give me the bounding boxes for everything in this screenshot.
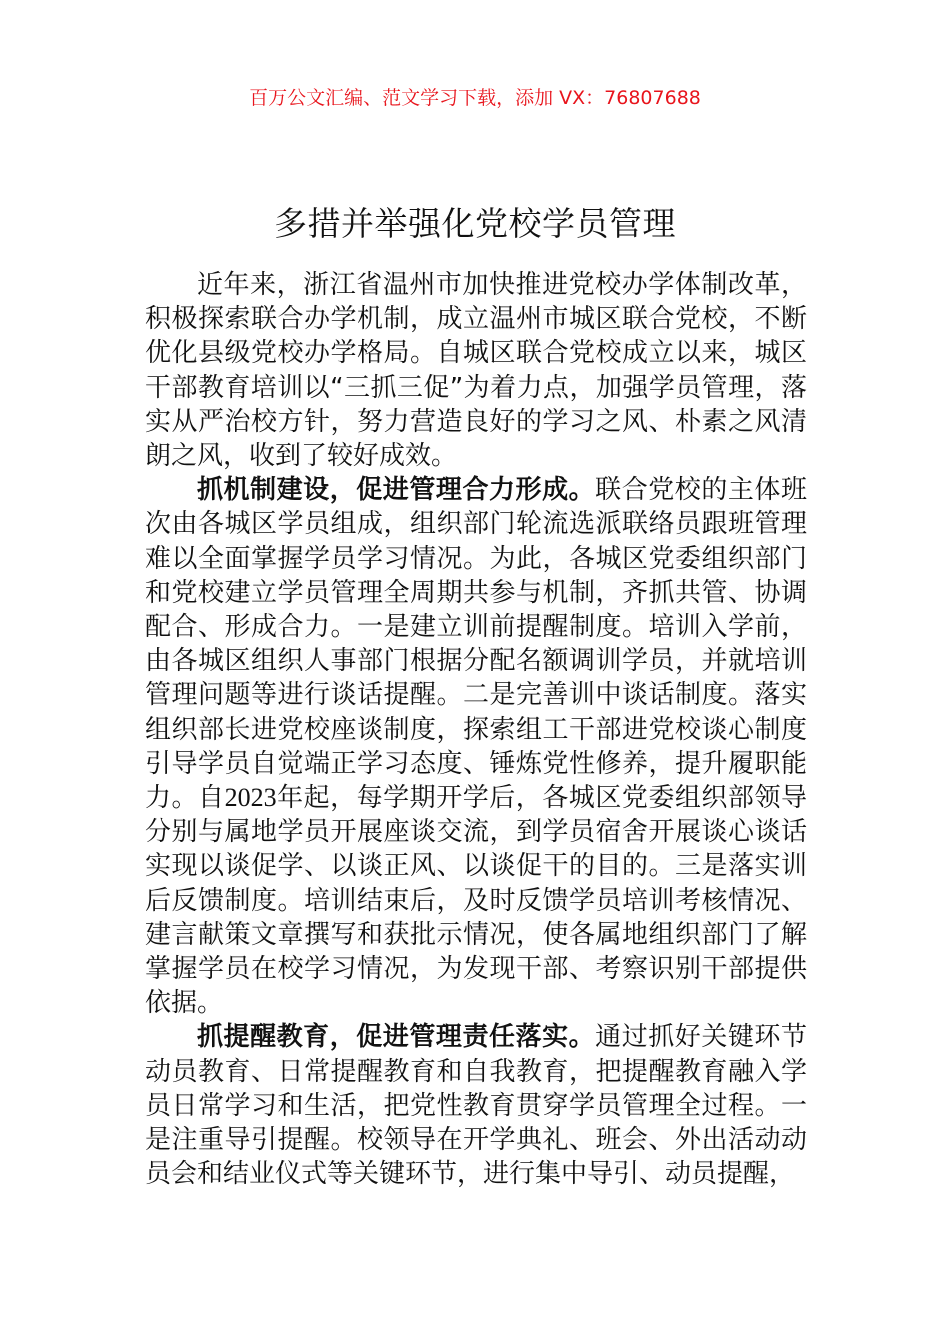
paragraph-intro <box>145 268 807 473</box>
paragraph-lead-heading: 抓机制建设，促进管理合力形成。 <box>197 475 596 506</box>
paragraph-text: 通过抓好关键环节动员教育、日常提醒教育和自我教育，把提醒教育融入学员日常学习和生活，把党性教育贯穿学员管理全过程。一是注重导引提醒。校领导在开学典礼、班会、外出活动动员会和结业仪式等关键环节，进行集中导引、动员提醒， <box>145 1022 807 1190</box>
paragraph-reminder-education <box>145 1020 807 1191</box>
paragraph-mechanism <box>145 473 807 1020</box>
paragraph-text: 联合党校的主体班次由各城区学员组成，组织部门轮流选派联络员跟班管理难以全面掌握学员学习情况。为此，各城区党委组织部门和党校建立学员管理全周期共参与机制，齐抓共管、协调配合、形成合力。一是建立训前提醒制度。培训入学前，由各城区组织人事部门根据分配名额调训学员，并就培训管理问题等进行谈话提醒。二是完善训中谈话制度。落实组织部长进党校座谈制度，探索组工干部进党校谈心制度引导学员自觉端正学习态度、锤炼党性修养，提升履职能力。自 <box>145 475 807 814</box>
paragraph-lead-heading: 抓提醒教育，促进管理责任落实。 <box>197 1022 596 1053</box>
document-body <box>145 268 807 1191</box>
paragraph-text: 近年来，浙江省温州市加快推进党校办学体制改革，积极探索联合办学机制，成立温州市城区联合党校，不断优化县级党校办学格局。自城区联合党校成立以来，城区干部教育培训以“三抓三促”为着力点，加强学员管理，落实从严治校方针，努力营造良好的学习之风、朴素之风清朗之风，收到了较好成效。 <box>145 270 807 472</box>
paragraph-text: 年起，每学期开学后，各城区党委组织部领导分别与属地学员开展座谈交流，到学员宿舍开展谈心谈话实现以谈促学、以谈正风、以谈促干的目的。三是落实训后反馈制度。培训结束后，及时反馈学员培训考核情况、建言献策文章撰写和获批示情况，使各属地组织部门了解掌握学员在校学习情况，为发现干部、考察识别干部提供依据。 <box>145 783 807 1019</box>
watermark-header: 百万公文汇编、范文学习下载，添加 VX：76807688 <box>249 87 701 109</box>
document-title: 多措并举强化党校学员管理 <box>274 204 676 244</box>
year-number: 2023 <box>224 783 277 813</box>
